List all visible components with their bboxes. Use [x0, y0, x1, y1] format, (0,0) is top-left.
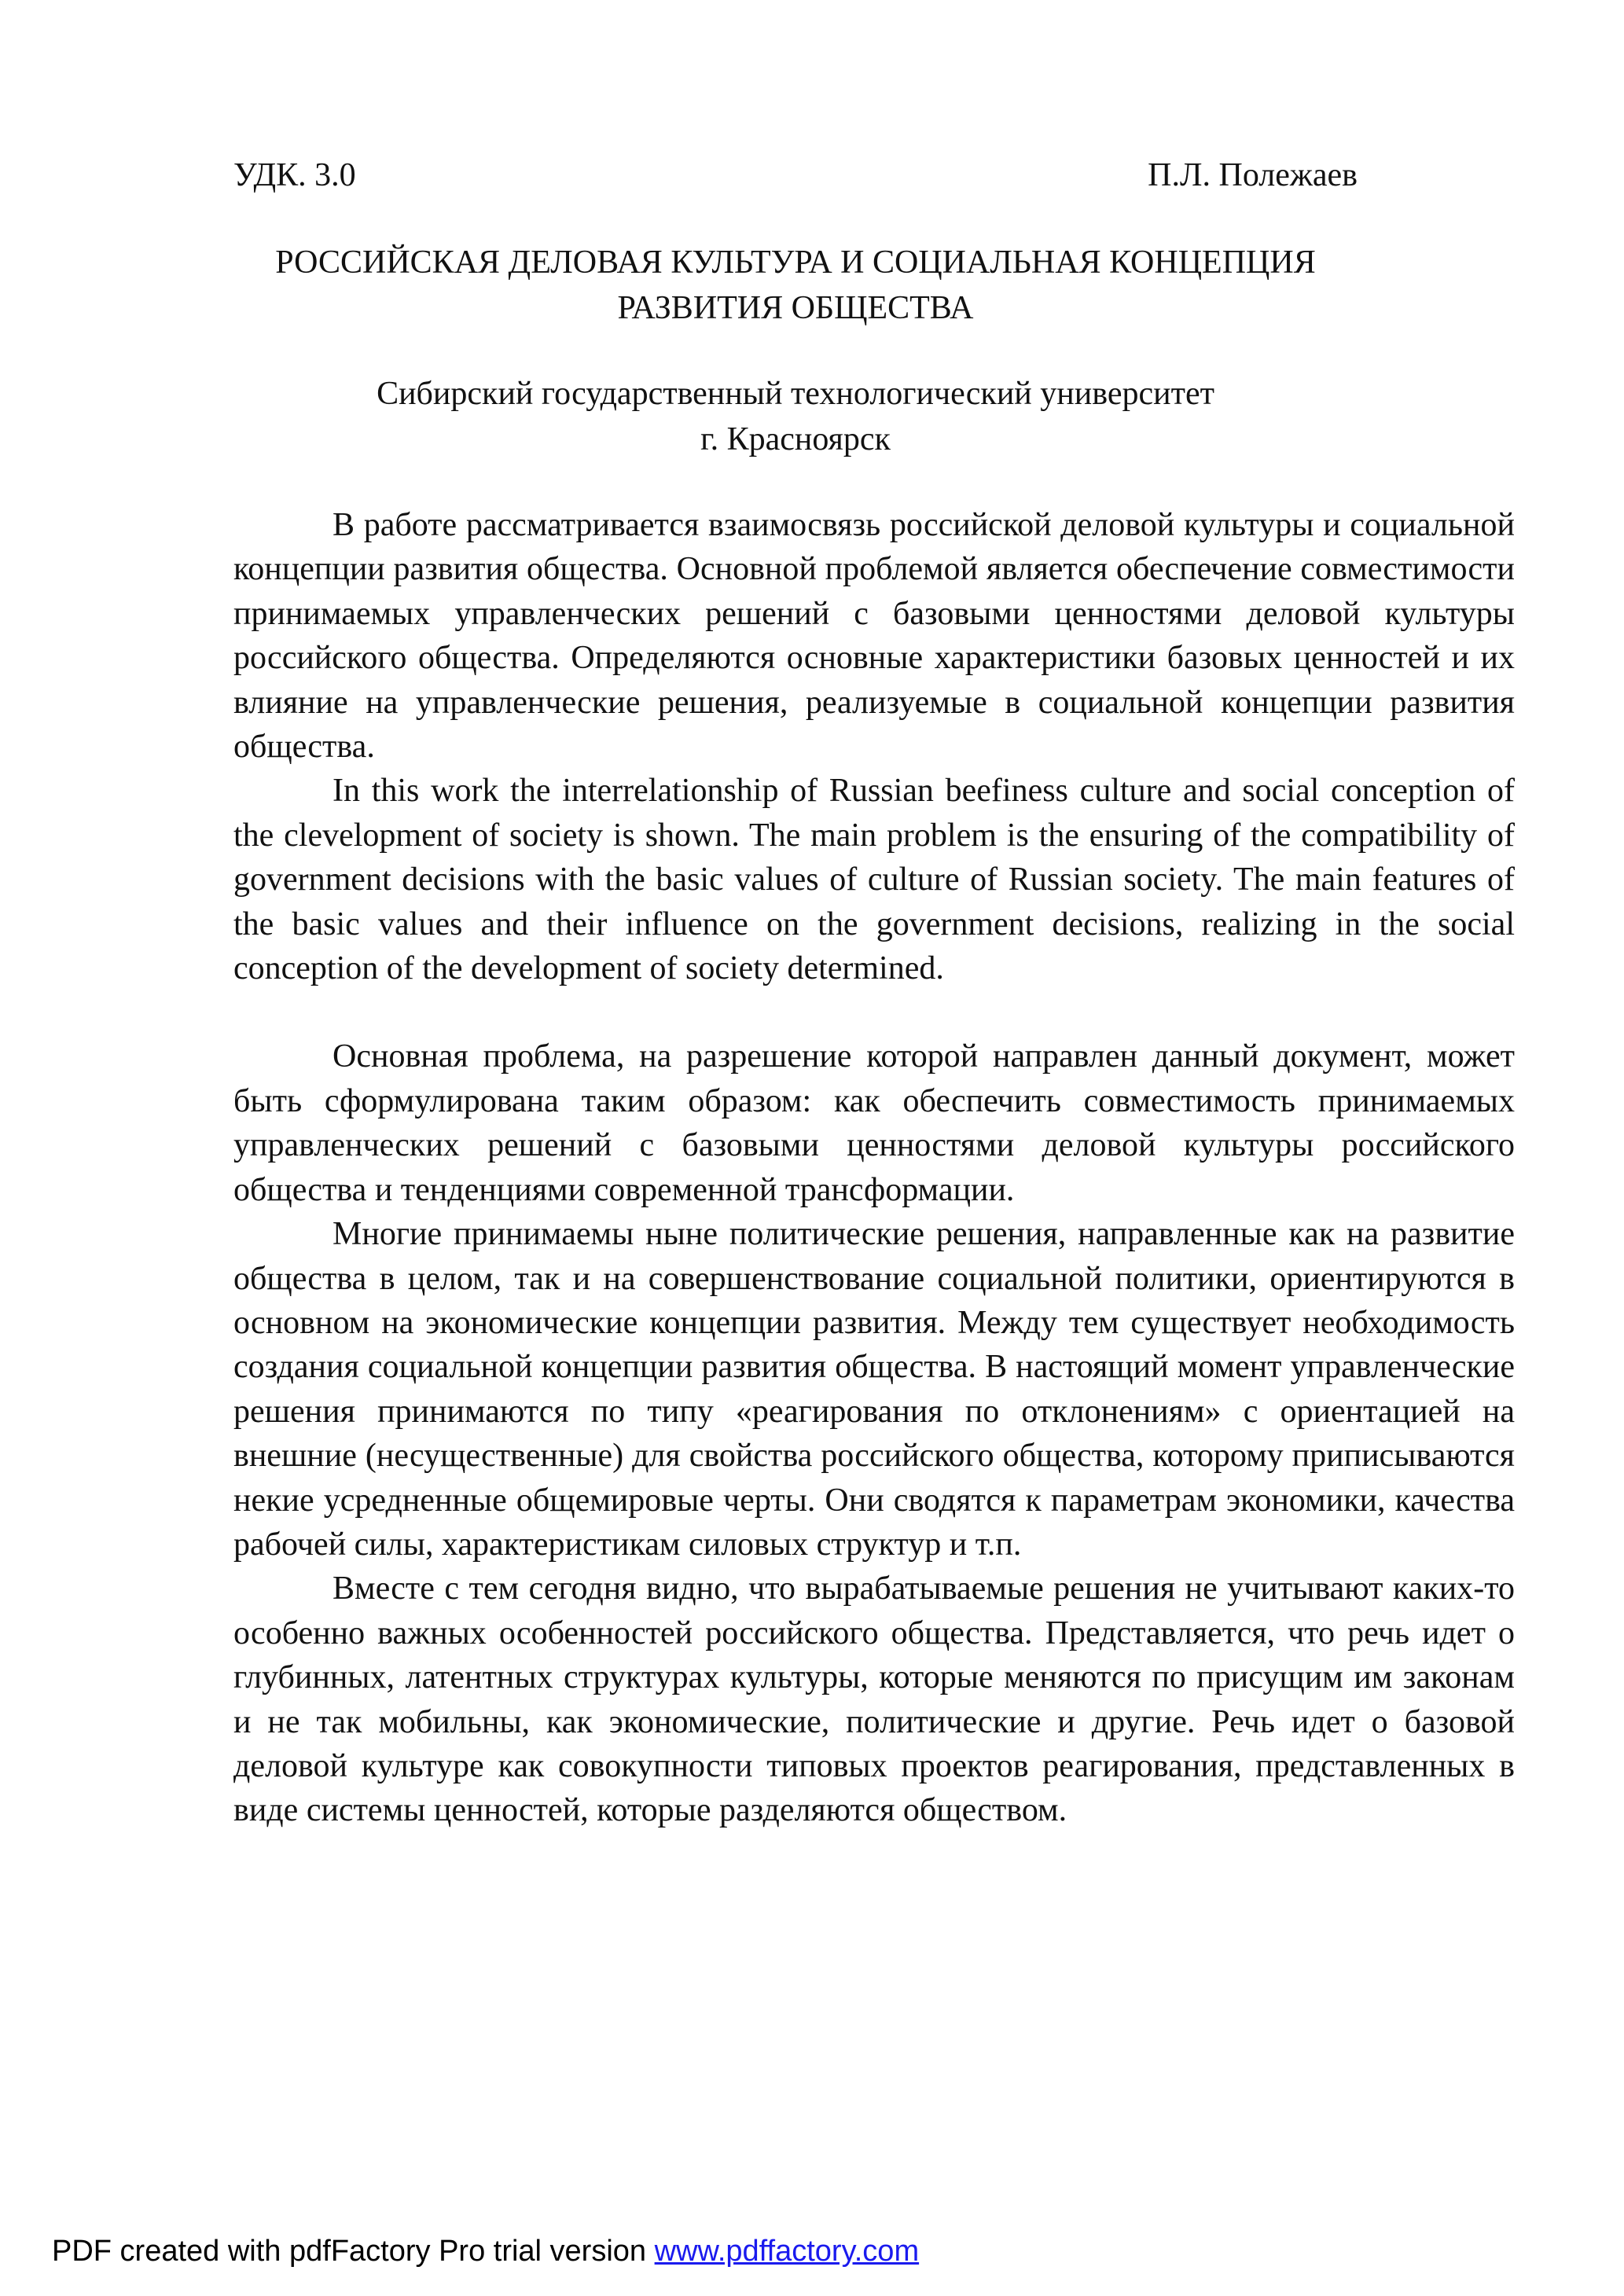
footer-text: PDF created with pdfFactory Pro trial version [52, 2235, 655, 2268]
header-row [233, 152, 1358, 199]
body-paragraph-1: Основная проблема, на разрешение которой направлен данный документ, может быть сформулирована таким образом: как обеспечить совместимость принимаемых управленческих решений с базовыми ценностями деловой культуры российского общества и тенденциями современной трансформации. [233, 1038, 1515, 1208]
title-line-2: РАЗВИТИЯ ОБЩЕСТВА [617, 290, 974, 326]
body-paragraph-2: Многие принимаемы ныне политические решения, направленные как на развитие общества в целом, так и на совершенствование социальной политики, ориентируются в основном на экономические концепции развития. Между тем существует необходимость создания социальной концепции развития общества. В настоящий момент управленческие решения принимаются по типу «реагирования по отклонениям» с ориентацией на внешние (несущественные) для свойства российского общества, которому приписываются некие усредненные общемировые черты. Они сводятся к параметрам экономики, качества рабочей силы, характеристикам силовых структур и т.п. [233, 1216, 1515, 1563]
title-line-1: РОССИЙСКАЯ ДЕЛОВАЯ КУЛЬТУРА И СОЦИАЛЬНАЯ КОНЦЕПЦИЯ [275, 244, 1316, 281]
abstract-russian: В работе рассматривается взаимосвязь российской деловой культуры и социальной концепции развития общества. Основной проблемой является обеспечение совместимости принимаемых управленческих решений с базовыми ценностями деловой культуры российского общества. Определяются основные характеристики базовых ценностей и их влияние на управленческие решения, реализуемые в социальной концепции развития общества. [233, 507, 1515, 766]
abstract-english: In this work the interrelationship of Russian beefiness culture and social conception of the clevelopment of society is shown. The main problem is the ensuring of the compatibility of government decisions with the basic values of culture of Russian society. The main features of the basic values and their influence on the government decisions, realizing in the social conception of the development of society determined. [233, 773, 1515, 987]
pdf-footer [52, 2232, 919, 2270]
affiliation-institution: Сибирский государственный технологический университет [377, 376, 1214, 412]
body-text [233, 503, 1515, 1833]
footer-link[interactable]: www.pdffactory.com [654, 2235, 920, 2268]
udk-code: УДК. 3.0 [233, 157, 356, 193]
author-name: П.Л. Полежаев [1148, 157, 1358, 193]
paper-title [155, 240, 1436, 331]
body-paragraph-3: Вместе с тем сегодня видно, что вырабатываемые решения не учитывают каких-то особенно важных особенностей российского общества. Представляется, что речь идет о глубинных, латентных структурах культуры, которые меняются по присущим им законам и не так мобильны, как экономические, политические и другие. Речь идет о базовой деловой культуре как совокупности типовых проектов реагирования, представленных в виде системы ценностей, которые разделяются обществом. [233, 1570, 1515, 1829]
affiliation [155, 371, 1436, 462]
affiliation-city: г. Красноярск [700, 421, 891, 457]
